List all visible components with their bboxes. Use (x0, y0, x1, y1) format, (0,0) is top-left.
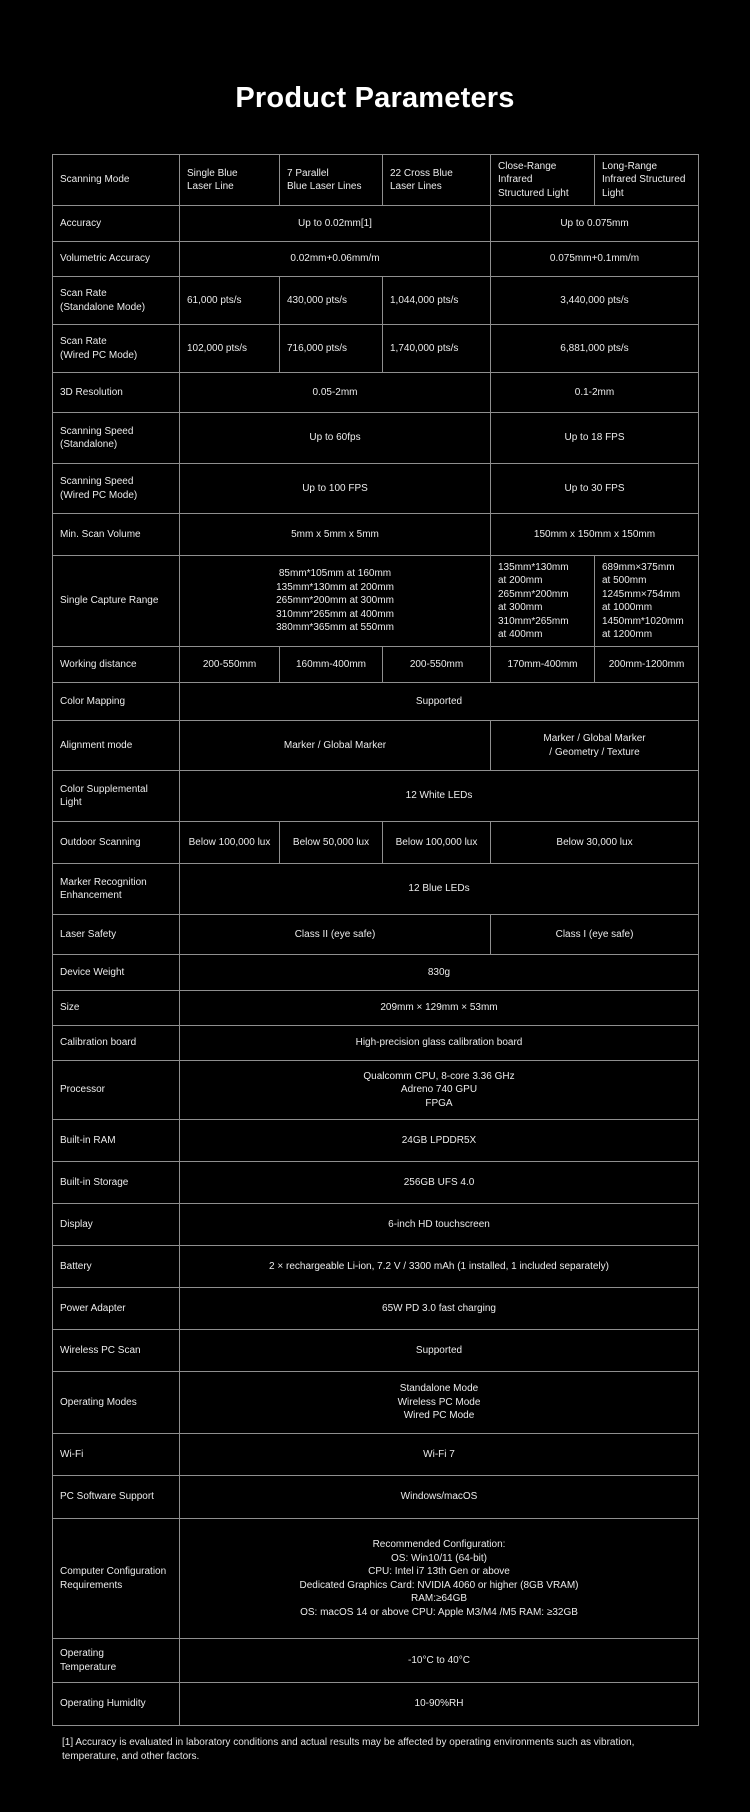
value-cell: 24GB LPDDR5X (180, 1120, 699, 1162)
row-label: Size (53, 991, 180, 1026)
value-cell: Up to 100 FPS (180, 464, 491, 514)
row-battery (53, 1246, 699, 1288)
mode-single-blue: Single Blue Laser Line (180, 155, 280, 206)
value-cell: High-precision glass calibration board (180, 1026, 699, 1061)
row-display (53, 1204, 699, 1246)
value-cell: Class II (eye safe) (180, 915, 491, 955)
value-cell: 160mm-400mm (280, 647, 383, 683)
value-cell: 256GB UFS 4.0 (180, 1162, 699, 1204)
value-cell: 2 × rechargeable Li-ion, 7.2 V / 3300 mAh (1 installed, 1 included separately) (180, 1246, 699, 1288)
value-cell: 200mm-1200mm (595, 647, 699, 683)
value-cell: Class I (eye safe) (491, 915, 699, 955)
row-ram (53, 1120, 699, 1162)
value-cell: 0.05-2mm (180, 373, 491, 413)
row-3d-resolution (53, 373, 699, 413)
row-label: Built-in Storage (53, 1162, 180, 1204)
row-color-mapping (53, 683, 699, 721)
row-label: Calibration board (53, 1026, 180, 1061)
value-cell: 0.075mm+0.1mm/m (491, 242, 699, 277)
row-operating-modes (53, 1372, 699, 1434)
row-laser-safety (53, 915, 699, 955)
row-device-weight (53, 955, 699, 991)
row-operating-humidity (53, 1683, 699, 1726)
row-label: Device Weight (53, 955, 180, 991)
value-cell: Wi-Fi 7 (180, 1434, 699, 1476)
value-cell: Below 100,000 lux (180, 822, 280, 864)
row-outdoor-scanning (53, 822, 699, 864)
value-cell: Windows/macOS (180, 1476, 699, 1519)
value-cell: Up to 30 FPS (491, 464, 699, 514)
row-label: Operating Temperature (53, 1639, 180, 1683)
row-operating-temperature (53, 1639, 699, 1683)
value-cell: 209mm × 129mm × 53mm (180, 991, 699, 1026)
row-label: Marker Recognition Enhancement (53, 864, 180, 915)
value-cell: Supported (180, 1330, 699, 1372)
row-alignment-mode (53, 721, 699, 771)
row-label: Operating Humidity (53, 1683, 180, 1726)
value-cell: 5mm x 5mm x 5mm (180, 514, 491, 556)
value-cell: Below 30,000 lux (491, 822, 699, 864)
row-scanning-mode (53, 155, 699, 206)
mode-long-range-ir: Long-Range Infrared Structured Light (595, 155, 699, 206)
value-cell: 12 White LEDs (180, 771, 699, 822)
row-label: Scan Rate (Wired PC Mode) (53, 325, 180, 373)
value-cell: 170mm-400mm (491, 647, 595, 683)
value-cell: 0.02mm+0.06mm/m (180, 242, 491, 277)
value-cell: Recommended Configuration: OS: Win10/11 (64-bit) CPU: Intel i7 13th Gen or above Dedicated Graphics Card: NVIDIA 4060 or higher (8GB VRAM) RAM:≥64GB OS: macOS 14 or above CPU: Apple M3/M4 /M5 RAM: ≥32GB (180, 1519, 699, 1639)
value-cell: Below 50,000 lux (280, 822, 383, 864)
row-capture-range (53, 556, 699, 647)
row-label: Alignment mode (53, 721, 180, 771)
row-label: Wi-Fi (53, 1434, 180, 1476)
value-cell: Up to 0.02mm[1] (180, 206, 491, 242)
row-label: Scanning Speed (Wired PC Mode) (53, 464, 180, 514)
value-cell: Up to 0.075mm (491, 206, 699, 242)
row-scan-rate-wired (53, 325, 699, 373)
value-cell: 1,044,000 pts/s (383, 277, 491, 325)
row-working-distance (53, 647, 699, 683)
value-cell: 200-550mm (383, 647, 491, 683)
row-label: Built-in RAM (53, 1120, 180, 1162)
mode-22-cross: 22 Cross Blue Laser Lines (383, 155, 491, 206)
value-cell: 65W PD 3.0 fast charging (180, 1288, 699, 1330)
value-cell: 430,000 pts/s (280, 277, 383, 325)
value-cell: 200-550mm (180, 647, 280, 683)
row-volumetric-accuracy (53, 242, 699, 277)
row-speed-wired (53, 464, 699, 514)
row-label: Color Supplemental Light (53, 771, 180, 822)
value-cell: Up to 18 FPS (491, 413, 699, 464)
value-cell: 830g (180, 955, 699, 991)
value-cell: 716,000 pts/s (280, 325, 383, 373)
row-min-scan-volume (53, 514, 699, 556)
row-storage (53, 1162, 699, 1204)
row-label: Display (53, 1204, 180, 1246)
row-power-adapter (53, 1288, 699, 1330)
row-wifi (53, 1434, 699, 1476)
product-parameters-table (52, 154, 699, 1726)
row-label: Min. Scan Volume (53, 514, 180, 556)
value-cell: -10°C to 40°C (180, 1639, 699, 1683)
value-cell: 61,000 pts/s (180, 277, 280, 325)
row-label: Scanning Speed (Standalone) (53, 413, 180, 464)
row-scan-rate-standalone (53, 277, 699, 325)
row-marker-recognition (53, 864, 699, 915)
row-label: Color Mapping (53, 683, 180, 721)
value-cell: 6-inch HD touchscreen (180, 1204, 699, 1246)
row-label: Operating Modes (53, 1372, 180, 1434)
value-cell: 150mm x 150mm x 150mm (491, 514, 699, 556)
value-cell: 0.1-2mm (491, 373, 699, 413)
value-cell: 12 Blue LEDs (180, 864, 699, 915)
row-label: 3D Resolution (53, 373, 180, 413)
value-cell: Marker / Global Marker (180, 721, 491, 771)
value-cell: Up to 60fps (180, 413, 491, 464)
value-cell: 1,740,000 pts/s (383, 325, 491, 373)
value-cell: 6,881,000 pts/s (491, 325, 699, 373)
row-accuracy (53, 206, 699, 242)
row-calibration-board (53, 1026, 699, 1061)
row-label: Power Adapter (53, 1288, 180, 1330)
row-label: Accuracy (53, 206, 180, 242)
value-cell: Below 100,000 lux (383, 822, 491, 864)
row-label: Scanning Mode (53, 155, 180, 206)
value-cell: Supported (180, 683, 699, 721)
row-label: Working distance (53, 647, 180, 683)
value-cell: Qualcomm CPU, 8-core 3.36 GHz Adreno 740 GPU FPGA (180, 1061, 699, 1120)
mode-close-range-ir: Close-Range Infrared Structured Light (491, 155, 595, 206)
row-label: Laser Safety (53, 915, 180, 955)
row-size (53, 991, 699, 1026)
row-label: Outdoor Scanning (53, 822, 180, 864)
row-color-light (53, 771, 699, 822)
value-cell: 10-90%RH (180, 1683, 699, 1726)
row-processor (53, 1061, 699, 1120)
row-label: Single Capture Range (53, 556, 180, 647)
value-cell: Marker / Global Marker / Geometry / Texture (491, 721, 699, 771)
row-label: Processor (53, 1061, 180, 1120)
row-label: Wireless PC Scan (53, 1330, 180, 1372)
row-pc-software (53, 1476, 699, 1519)
page-title: Product Parameters (235, 82, 515, 114)
row-computer-requirements (53, 1519, 699, 1639)
row-label: PC Software Support (53, 1476, 180, 1519)
value-cell: 135mm*130mm at 200mm 265mm*200mm at 300mm 310mm*265mm at 400mm (491, 556, 595, 647)
mode-7-parallel: 7 Parallel Blue Laser Lines (280, 155, 383, 206)
value-cell: 102,000 pts/s (180, 325, 280, 373)
value-cell: Standalone Mode Wireless PC Mode Wired PC Mode (180, 1372, 699, 1434)
value-cell: 689mm×375mm at 500mm 1245mm×754mm at 1000mm 1450mm*1020mm at 1200mm (595, 556, 699, 647)
row-wireless-pc-scan (53, 1330, 699, 1372)
value-cell: 85mm*105mm at 160mm 135mm*130mm at 200mm 265mm*200mm at 300mm 310mm*265mm at 400mm 380mm*365mm at 550mm (180, 556, 491, 647)
row-label: Battery (53, 1246, 180, 1288)
accuracy-footnote: [1] Accuracy is evaluated in laboratory conditions and actual results may be affected by operating environments such as vibration, temperature, and other factors. (62, 1737, 635, 1762)
row-label: Computer Configuration Requirements (53, 1519, 180, 1639)
row-label: Scan Rate (Standalone Mode) (53, 277, 180, 325)
row-label: Volumetric Accuracy (53, 242, 180, 277)
row-speed-standalone (53, 413, 699, 464)
value-cell: 3,440,000 pts/s (491, 277, 699, 325)
